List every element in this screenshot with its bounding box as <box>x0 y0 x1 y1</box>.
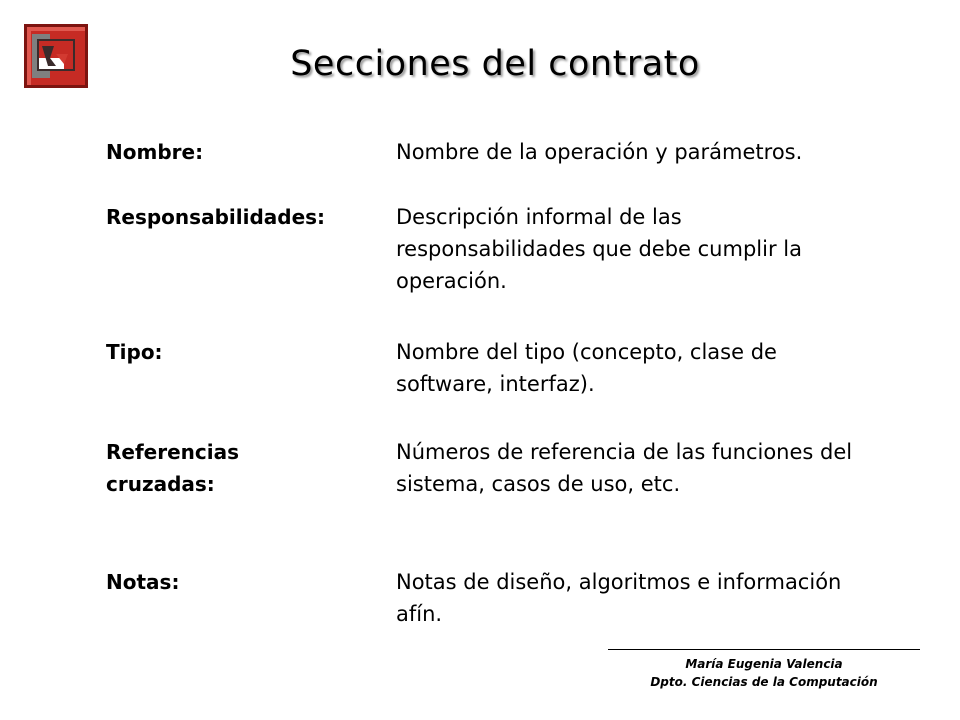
footer-department: Dpto. Ciencias de la Computación <box>650 675 878 689</box>
footer-divider <box>608 649 920 650</box>
section-label: Nombre: <box>106 140 204 164</box>
page-title: Secciones del contrato <box>290 44 700 84</box>
footer <box>608 655 920 691</box>
section-description: Nombre de la operación y parámetros. <box>396 140 803 164</box>
section-label: Tipo: <box>106 340 163 364</box>
section-description: Números de referencia de las funciones del sistema, casos de uso, etc. <box>396 440 853 496</box>
section-label: Referencias cruzadas: <box>106 440 240 496</box>
section-description: Nombre del tipo (concepto, clase de software, interfaz). <box>396 340 777 396</box>
section-label: Notas: <box>106 570 180 594</box>
section-description: Notas de diseño, algoritmos e información afín. <box>396 570 842 626</box>
footer-author: María Eugenia Valencia <box>685 657 843 671</box>
section-description: Descripción informal de las responsabilidades que debe cumplir la operación. <box>396 205 802 293</box>
section-label: Responsabilidades: <box>106 205 326 229</box>
